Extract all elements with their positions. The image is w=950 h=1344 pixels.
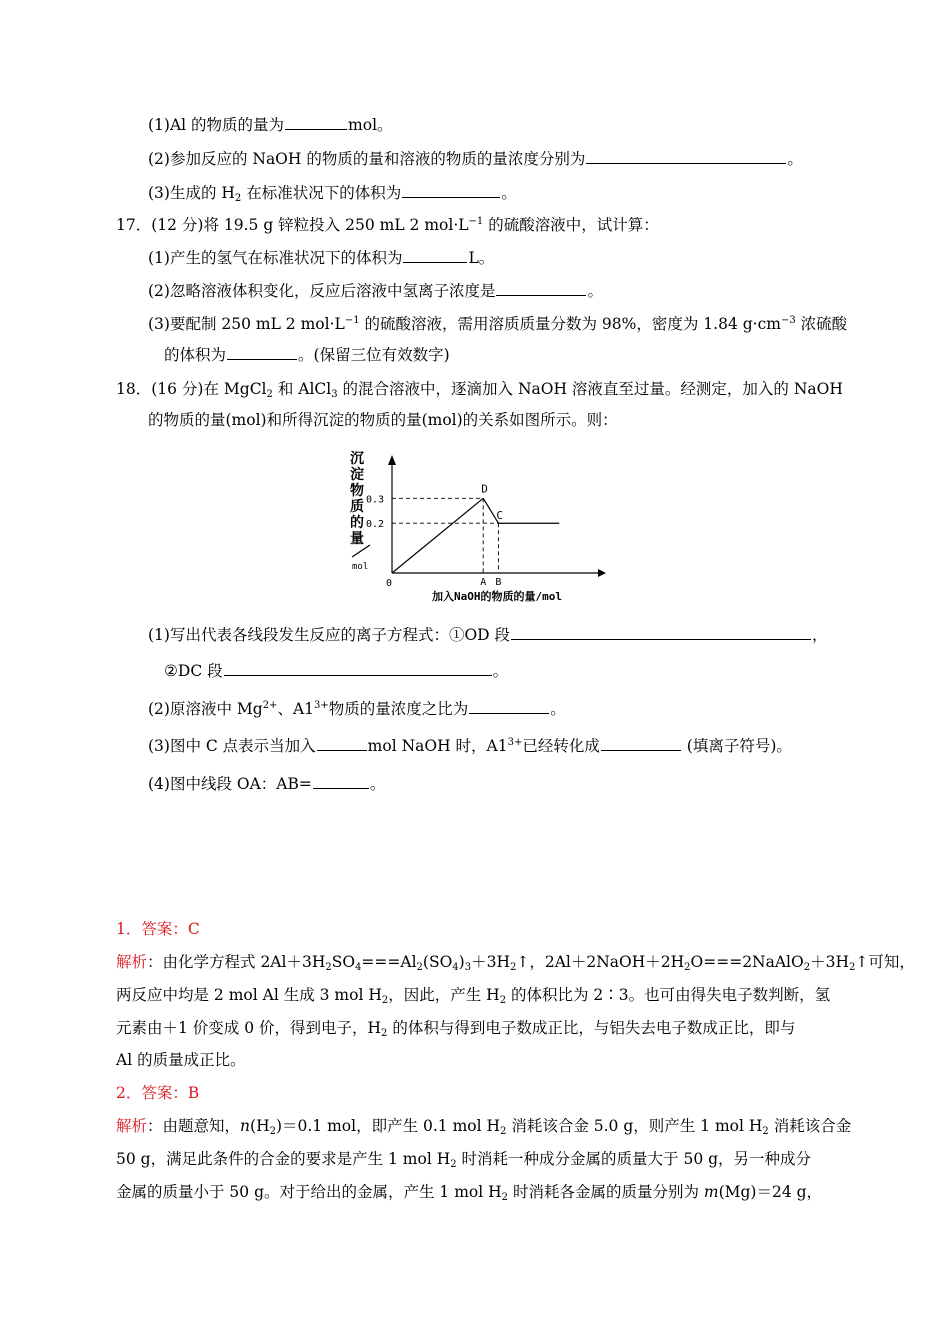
x-tick-label: B (495, 577, 502, 588)
answer-blank[interactable] (511, 624, 811, 640)
q17-item3: (3)要配制 250 mL 2 $mol\cdot L^{-1}$ 的硫酸溶液，需用溶质质量分数为 98%，密度为 1.84 $g\cdot cm^{-3}$ 浓硫酸 (148, 315, 848, 333)
answer-1-line4: Al 的质量成正比。 (116, 1051, 246, 1069)
answer-1-line1: 解析：由化学方程式 $2Al+3H_2SO_4===Al_2(SO_4)_3+3H_2↑$，$2Al+2NaOH+2H_2O===2NaAlO_2+3H_2↑$可知， (116, 953, 915, 973)
y-axis-label-char: 质 (350, 499, 364, 515)
answer-blank[interactable] (402, 182, 500, 198)
answer-blank[interactable] (313, 773, 369, 789)
y-axis-unit: mol (352, 562, 369, 572)
q18-item4: (4)图中线段 OA：AB= 。 (148, 775, 386, 793)
answer-1-line3: 元素由＋1 价变成 0 价，得到电子，$H_2$ 的体积与得到电子数成正比，与铝失去电子数成正比，即与 (116, 1019, 796, 1039)
answer-blank[interactable] (403, 247, 467, 263)
origin-label: 0 (386, 578, 393, 589)
point-label-c: C (496, 509, 504, 523)
answer-2-heading: 2．答案：B (116, 1084, 200, 1102)
y-axis-label-char: 的 (350, 515, 364, 531)
answer-2-line2: 50 g，满足此条件的合金的要求是产生 1 mol $H_2$ 时消耗一种成分金属的质量大于 50 g，另一种成分 (116, 1150, 812, 1170)
y-axis-label (350, 451, 370, 572)
answer-blank[interactable] (496, 280, 586, 296)
q16-item1: (1)Al 的物质的量为 mol。 (148, 116, 393, 134)
q18-heading-cont: 的物质的量(mol)和所得沉淀的物质的量(mol)的关系如图所示。则： (148, 411, 618, 429)
x-tick-label: A (480, 577, 487, 588)
answer-blank[interactable] (469, 698, 549, 714)
q16-item3: (3)生成的 $H_2$ 在标准状况下的体积为 。 (148, 184, 517, 204)
q16-item2: (2)参加反应的 NaOH 的物质的量和溶液的物质的量浓度分别为 。 (148, 150, 803, 168)
y-tick-label: 0.2 (366, 519, 385, 531)
answer-blank[interactable] (285, 114, 347, 130)
answer-blank[interactable] (586, 148, 786, 164)
answer-2-line3: 金属的质量小于 50 g。对于给出的金属，产生 1 mol $H_2$ 时消耗各金属的质量分别为 m(Mg)＝24 g， (116, 1183, 823, 1203)
y-axis-label-char: 沉 (350, 451, 364, 467)
answer-1-line2: 两反应中均是 2 mol Al 生成 3 mol $H_2$，因此，产生 $H_2$ 的体积比为 2∶3。也可由得失电子数判断，氢 (116, 986, 831, 1006)
q17-heading: 17．(12 分)将 19.5 g 锌粒投入 250 mL 2 $mol\cdot L^{-1}$ 的硫酸溶液中，试计算： (116, 216, 659, 234)
q18-item1-cont: ②DC 段 。 (164, 662, 509, 680)
q18-item2: (2)原溶液中 $Mg^{2+}$、$A1^{3+}$物质的量浓度之比为 。 (148, 700, 566, 718)
y-axis-label-char: 淀 (350, 467, 364, 483)
y-axis-label-char: 量 (350, 531, 364, 547)
y-axis-label-char: 物 (350, 483, 364, 499)
point-label-d: D (481, 482, 488, 496)
series-segment (392, 498, 483, 573)
q17-item3-cont: 的体积为 。(保留三位有效数字) (164, 346, 450, 364)
q18-heading: 18．(16 分)在 MgCl$_2$ 和 AlCl$_3$ 的混合溶液中，逐滴加入 NaOH 溶液直至过量。经测定，加入的 NaOH (116, 380, 843, 400)
q18-item1: (1)写出代表各线段发生反应的离子方程式：①OD 段 ， (148, 626, 828, 644)
answer-blank[interactable] (601, 735, 681, 751)
answer-1-heading: 1．答案：C (116, 920, 200, 938)
answer-blank[interactable] (224, 660, 492, 676)
precipitate-chart (340, 445, 610, 605)
y-tick-label: 0.3 (366, 494, 385, 506)
x-axis-label: 加入NaOH的物质的量/mol (432, 590, 562, 603)
q17-item2: (2)忽略溶液体积变化，反应后溶液中氢离子浓度是 。 (148, 282, 603, 300)
answer-2-line1: 解析：由题意知，$n(H_2)=0.1$ mol，即产生 0.1 mol $H_2$ 消耗该合金 5.0 g，则产生 1 mol $H_2$ 消耗该合金 (116, 1117, 852, 1137)
answer-blank[interactable] (317, 735, 367, 751)
q18-item3: (3)图中 C 点表示当加入 mol NaOH 时，$A1^{3+}$已经转化成 (填离子符号)。 (148, 737, 792, 755)
y-axis-arrow (388, 455, 396, 465)
q17-item1: (1)产生的氢气在标准状况下的体积为 L。 (148, 249, 495, 267)
x-axis-arrow (598, 569, 606, 577)
answer-blank[interactable] (227, 344, 297, 360)
